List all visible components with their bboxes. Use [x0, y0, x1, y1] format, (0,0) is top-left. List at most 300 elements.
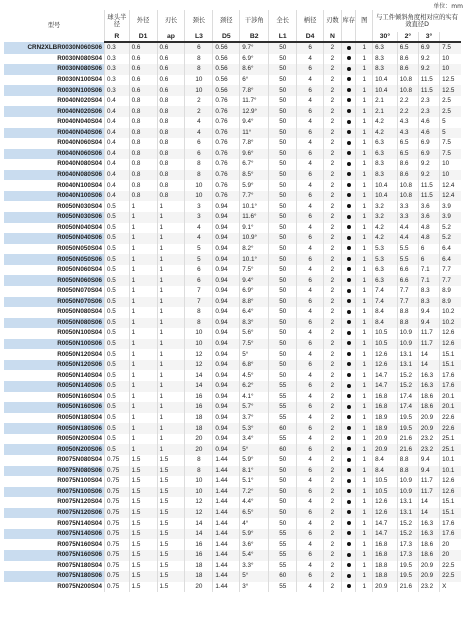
header-symbol: D5	[213, 32, 240, 42]
table-row	[4, 455, 461, 466]
cell-v30: 10.4	[373, 85, 398, 96]
cell-ap: 1	[157, 339, 185, 350]
cell-model: R0040N060S06	[4, 149, 105, 160]
cell-d5: 0.76	[213, 191, 240, 202]
cell-v30: 10.4	[373, 191, 398, 202]
cell-d5: 0.94	[213, 286, 240, 297]
cell-model: R0030N080S06	[4, 64, 105, 75]
cell-n: 2	[323, 582, 341, 593]
cell-l1: 50	[269, 349, 297, 360]
cell-d4: 4	[297, 328, 324, 339]
cell-n: 2	[323, 254, 341, 265]
stock-dot-icon	[347, 394, 351, 398]
cell-v4: 17.6	[440, 370, 461, 381]
cell-img: 1	[356, 339, 373, 350]
cell-model: R0050N050S04	[4, 244, 105, 255]
cell-b2: 5°	[240, 444, 269, 455]
cell-d5: 0.76	[213, 117, 240, 128]
cell-ap: 0.8	[157, 149, 185, 160]
cell-d1: 1	[129, 265, 157, 276]
cell-d1: 1	[129, 212, 157, 223]
cell-v4: 20.1	[440, 392, 461, 403]
cell-v30: 10.5	[373, 328, 398, 339]
cell-v30: 7.4	[373, 286, 398, 297]
cell-n: 2	[323, 64, 341, 75]
table-row	[4, 539, 461, 550]
cell-l3: 12	[185, 349, 213, 360]
stock-dot-icon	[341, 402, 356, 413]
stock-dot-icon	[341, 223, 356, 234]
stock-dot-icon	[347, 563, 351, 567]
cell-d1: 1	[129, 318, 157, 329]
cell-ap: 1	[157, 223, 185, 234]
cell-model: R0075N100S04	[4, 476, 105, 487]
cell-n: 2	[323, 159, 341, 170]
cell-v30: 14.7	[373, 381, 398, 392]
cell-v3: 11.5	[418, 85, 439, 96]
cell-v3: 18.6	[418, 402, 439, 413]
table-row	[4, 96, 461, 107]
cell-img: 1	[356, 434, 373, 445]
stock-dot-icon	[347, 215, 351, 219]
cell-r: 0.75	[105, 497, 130, 508]
stock-dot-icon	[341, 201, 356, 212]
cell-l3: 8	[185, 318, 213, 329]
cell-d4: 6	[297, 297, 324, 308]
cell-v4: 12.5	[440, 75, 461, 86]
stock-dot-icon	[347, 574, 351, 578]
cell-v30: 16.8	[373, 392, 398, 403]
cell-model: R0040N100S06	[4, 191, 105, 202]
cell-img: 1	[356, 423, 373, 434]
stock-dot-icon	[341, 381, 356, 392]
cell-v2: 8.8	[397, 307, 418, 318]
cell-d5: 0.94	[213, 297, 240, 308]
cell-img: 1	[356, 138, 373, 149]
cell-model: R0050N030S04	[4, 201, 105, 212]
table-row	[4, 64, 461, 75]
cell-n: 2	[323, 75, 341, 86]
cell-v30: 12.6	[373, 497, 398, 508]
cell-d5: 0.56	[213, 75, 240, 86]
cell-v3: 18.6	[418, 539, 439, 550]
cell-v3: 16.3	[418, 381, 439, 392]
cell-r: 0.5	[105, 360, 130, 371]
stock-dot-icon	[341, 339, 356, 350]
cell-img: 1	[356, 539, 373, 550]
cell-l1: 50	[269, 508, 297, 519]
cell-ap: 1.5	[157, 582, 185, 593]
cell-model: R0075N180S04	[4, 561, 105, 572]
cell-r: 0.5	[105, 339, 130, 350]
cell-d1: 0.6	[129, 42, 157, 54]
cell-ap: 1	[157, 201, 185, 212]
cell-b2: 9.1°	[240, 223, 269, 234]
cell-img: 1	[356, 550, 373, 561]
stock-dot-icon	[341, 42, 356, 54]
cell-n: 2	[323, 149, 341, 160]
cell-r: 0.3	[105, 75, 130, 86]
header-name: 颈径	[213, 10, 240, 32]
cell-r: 0.4	[105, 117, 130, 128]
cell-img: 1	[356, 106, 373, 117]
cell-l3: 6	[185, 265, 213, 276]
cell-v30: 5.3	[373, 254, 398, 265]
stock-dot-icon	[341, 497, 356, 508]
cell-b2: 9.4°	[240, 117, 269, 128]
cell-n: 2	[323, 275, 341, 286]
cell-v30: 6.3	[373, 149, 398, 160]
cell-d1: 1.5	[129, 550, 157, 561]
cell-img: 1	[356, 275, 373, 286]
cell-n: 2	[323, 286, 341, 297]
cell-ap: 0.8	[157, 128, 185, 139]
cell-v4: 7.5	[440, 138, 461, 149]
cell-d1: 1	[129, 223, 157, 234]
table-row	[4, 201, 461, 212]
cell-v4: 5.2	[440, 223, 461, 234]
cell-ap: 1.5	[157, 455, 185, 466]
table-row	[4, 170, 461, 181]
stock-dot-icon	[347, 183, 351, 187]
cell-v4: 12.6	[440, 476, 461, 487]
cell-v4: 3.9	[440, 212, 461, 223]
cell-model: R0075N180S06	[4, 571, 105, 582]
cell-v4: 12.4	[440, 191, 461, 202]
cell-d4: 6	[297, 423, 324, 434]
cell-b2: 3°	[240, 582, 269, 593]
cell-v30: 14.7	[373, 518, 398, 529]
cell-d4: 6	[297, 550, 324, 561]
cell-v3: 23.2	[418, 444, 439, 455]
cell-l1: 50	[269, 85, 297, 96]
stock-dot-icon	[347, 415, 351, 419]
cell-l3: 18	[185, 423, 213, 434]
cell-model: R0040N100S04	[4, 180, 105, 191]
header-symbol: ap	[157, 32, 185, 42]
cell-v3: 6.9	[418, 149, 439, 160]
cell-r: 0.5	[105, 444, 130, 455]
cell-r: 0.5	[105, 328, 130, 339]
table-row	[4, 307, 461, 318]
cell-d4: 4	[297, 180, 324, 191]
table-row	[4, 561, 461, 572]
cell-v3: 11.7	[418, 476, 439, 487]
cell-ap: 1	[157, 349, 185, 360]
cell-l1: 55	[269, 561, 297, 572]
stock-dot-icon	[341, 518, 356, 529]
stock-dot-icon	[347, 88, 351, 92]
cell-l1: 50	[269, 138, 297, 149]
cell-l3: 10	[185, 191, 213, 202]
cell-l3: 10	[185, 180, 213, 191]
cell-v30: 10.5	[373, 339, 398, 350]
cell-ap: 0.8	[157, 96, 185, 107]
cell-img: 1	[356, 244, 373, 255]
cell-l1: 50	[269, 159, 297, 170]
cell-v3: 11.7	[418, 339, 439, 350]
cell-model: R0075N160S06	[4, 550, 105, 561]
cell-v2: 17.4	[397, 402, 418, 413]
cell-model: R0075N160S04	[4, 539, 105, 550]
table-row	[4, 54, 461, 65]
cell-r: 0.4	[105, 128, 130, 139]
cell-b2: 4.4°	[240, 497, 269, 508]
cell-l1: 50	[269, 487, 297, 498]
cell-img: 1	[356, 96, 373, 107]
cell-d4: 4	[297, 265, 324, 276]
cell-l1: 50	[269, 370, 297, 381]
cell-model: R0050N160S06	[4, 402, 105, 413]
cell-d1: 1	[129, 244, 157, 255]
cell-v4: 3.9	[440, 201, 461, 212]
stock-dot-icon	[347, 204, 351, 208]
cell-l3: 3	[185, 201, 213, 212]
cell-v2: 21.6	[397, 444, 418, 455]
cell-d1: 1	[129, 370, 157, 381]
cell-l3: 8	[185, 170, 213, 181]
stock-dot-icon	[347, 553, 351, 557]
cell-b2: 12.9°	[240, 106, 269, 117]
cell-model: R0040N080S04	[4, 159, 105, 170]
cell-r: 0.5	[105, 307, 130, 318]
cell-d5: 0.94	[213, 233, 240, 244]
cell-model: CRN2XLBR0030N060S06	[4, 42, 105, 54]
cell-v2: 8.8	[397, 318, 418, 329]
cell-v3: 9.2	[418, 159, 439, 170]
cell-v2: 4.3	[397, 128, 418, 139]
cell-d5: 0.94	[213, 434, 240, 445]
cell-l1: 50	[269, 476, 297, 487]
stock-dot-icon	[341, 286, 356, 297]
cell-d5: 0.94	[213, 444, 240, 455]
cell-d5: 1.44	[213, 539, 240, 550]
cell-ap: 1	[157, 392, 185, 403]
stock-dot-icon	[347, 373, 351, 377]
cell-d5: 1.44	[213, 529, 240, 540]
cell-v30: 12.6	[373, 508, 398, 519]
table-row	[4, 444, 461, 455]
cell-l1: 50	[269, 54, 297, 65]
table-row	[4, 518, 461, 529]
cell-v3: 11.5	[418, 75, 439, 86]
cell-b2: 8.3°	[240, 318, 269, 329]
cell-l1: 55	[269, 392, 297, 403]
cell-v2: 21.6	[397, 582, 418, 593]
cell-b2: 5.6°	[240, 328, 269, 339]
cell-b2: 9.4°	[240, 275, 269, 286]
header-row-names	[4, 10, 461, 32]
table-row	[4, 223, 461, 234]
table-row	[4, 476, 461, 487]
cell-img: 1	[356, 497, 373, 508]
cell-v4: 10.2	[440, 318, 461, 329]
cell-b2: 3.3°	[240, 561, 269, 572]
cell-n: 2	[323, 508, 341, 519]
cell-n: 2	[323, 265, 341, 276]
header-symbol: D1	[129, 32, 157, 42]
cell-v30: 3.2	[373, 201, 398, 212]
cell-d4: 4	[297, 75, 324, 86]
cell-model: R0050N200S06	[4, 444, 105, 455]
cell-v30: 3.2	[373, 212, 398, 223]
cell-v3: 3.6	[418, 212, 439, 223]
cell-v30: 4.2	[373, 128, 398, 139]
stock-dot-icon	[347, 109, 351, 113]
cell-d4: 6	[297, 64, 324, 75]
cell-d1: 1	[129, 286, 157, 297]
cell-model: R0050N120S06	[4, 360, 105, 371]
cell-img: 1	[356, 571, 373, 582]
stock-dot-icon	[347, 278, 351, 282]
cell-d1: 1	[129, 254, 157, 265]
stock-dot-icon	[341, 85, 356, 96]
cell-l3: 16	[185, 539, 213, 550]
stock-dot-icon	[347, 479, 351, 483]
cell-v3: 9.4	[418, 318, 439, 329]
cell-d4: 4	[297, 434, 324, 445]
cell-b2: 7.8°	[240, 138, 269, 149]
cell-v2: 10.9	[397, 487, 418, 498]
header-symbol	[356, 32, 373, 42]
cell-v2: 19.5	[397, 571, 418, 582]
cell-n: 2	[323, 42, 341, 54]
cell-b2: 11.7°	[240, 96, 269, 107]
cell-d4: 4	[297, 117, 324, 128]
cell-r: 0.5	[105, 254, 130, 265]
cell-img: 1	[356, 233, 373, 244]
cell-d5: 0.94	[213, 254, 240, 265]
cell-img: 1	[356, 170, 373, 181]
cell-v2: 15.2	[397, 381, 418, 392]
cell-d5: 0.76	[213, 138, 240, 149]
cell-l3: 16	[185, 402, 213, 413]
cell-model: R0075N080S06	[4, 466, 105, 477]
cell-d1: 0.6	[129, 85, 157, 96]
cell-l3: 10	[185, 328, 213, 339]
stock-dot-icon	[347, 120, 351, 124]
cell-v2: 4.4	[397, 233, 418, 244]
cell-model: R0050N060S06	[4, 275, 105, 286]
cell-r: 0.75	[105, 529, 130, 540]
stock-dot-icon	[341, 434, 356, 445]
cell-r: 0.75	[105, 476, 130, 487]
cell-v4: 15.1	[440, 360, 461, 371]
cell-d1: 1	[129, 381, 157, 392]
cell-img: 1	[356, 529, 373, 540]
cell-d5: 0.76	[213, 149, 240, 160]
cell-d1: 0.8	[129, 180, 157, 191]
cell-l3: 5	[185, 244, 213, 255]
cell-r: 0.75	[105, 582, 130, 593]
cell-l1: 55	[269, 434, 297, 445]
header-name: 库存	[341, 10, 356, 32]
cell-img: 1	[356, 444, 373, 455]
cell-n: 2	[323, 201, 341, 212]
cell-d1: 0.6	[129, 75, 157, 86]
header-symbol: 30°	[373, 32, 398, 42]
cell-v30: 12.6	[373, 360, 398, 371]
cell-v3: 6.9	[418, 42, 439, 54]
cell-r: 0.5	[105, 212, 130, 223]
cell-l3: 4	[185, 117, 213, 128]
cell-v2: 7.7	[397, 297, 418, 308]
cell-img: 1	[356, 328, 373, 339]
cell-d4: 4	[297, 223, 324, 234]
cell-d5: 1.44	[213, 487, 240, 498]
cell-d4: 4	[297, 54, 324, 65]
cell-l1: 50	[269, 75, 297, 86]
cell-l3: 3	[185, 212, 213, 223]
cell-ap: 1	[157, 434, 185, 445]
cell-n: 2	[323, 466, 341, 477]
table-row	[4, 149, 461, 160]
cell-n: 2	[323, 550, 341, 561]
cell-v30: 8.3	[373, 159, 398, 170]
cell-l1: 50	[269, 518, 297, 529]
cell-model: R0075N120S06	[4, 508, 105, 519]
cell-d1: 1	[129, 434, 157, 445]
cell-b2: 10.1°	[240, 201, 269, 212]
cell-l1: 50	[269, 318, 297, 329]
cell-n: 2	[323, 455, 341, 466]
cell-b2: 9.7°	[240, 42, 269, 54]
cell-model: R0075N100S06	[4, 487, 105, 498]
cell-r: 0.75	[105, 561, 130, 572]
cell-d4: 6	[297, 191, 324, 202]
cell-b2: 5.7°	[240, 402, 269, 413]
cell-l1: 50	[269, 128, 297, 139]
cell-v30: 8.4	[373, 466, 398, 477]
cell-ap: 0.6	[157, 75, 185, 86]
cell-v3: 11.7	[418, 487, 439, 498]
stock-dot-icon	[347, 458, 351, 462]
cell-n: 2	[323, 85, 341, 96]
cell-v3: 9.4	[418, 466, 439, 477]
cell-d4: 4	[297, 349, 324, 360]
cell-v2: 19.5	[397, 413, 418, 424]
cell-v2: 4.4	[397, 223, 418, 234]
cell-img: 1	[356, 64, 373, 75]
cell-d5: 1.44	[213, 466, 240, 477]
stock-dot-icon	[347, 468, 351, 472]
cell-l1: 50	[269, 297, 297, 308]
cell-r: 0.3	[105, 85, 130, 96]
cell-ap: 1	[157, 275, 185, 286]
stock-dot-icon	[347, 320, 351, 324]
cell-l1: 55	[269, 402, 297, 413]
cell-v2: 13.1	[397, 497, 418, 508]
stock-dot-icon	[341, 64, 356, 75]
cell-r: 0.75	[105, 571, 130, 582]
cell-ap: 0.8	[157, 106, 185, 117]
cell-d4: 4	[297, 138, 324, 149]
cell-d5: 0.94	[213, 265, 240, 276]
cell-ap: 1.5	[157, 539, 185, 550]
cell-d5: 1.44	[213, 455, 240, 466]
cell-v4: 20	[440, 539, 461, 550]
cell-d5: 1.44	[213, 550, 240, 561]
cell-l3: 6	[185, 138, 213, 149]
cell-n: 2	[323, 561, 341, 572]
cell-d1: 1.5	[129, 466, 157, 477]
header-name: 刃长	[157, 10, 185, 32]
cell-ap: 1.5	[157, 561, 185, 572]
cell-l1: 50	[269, 455, 297, 466]
cell-l3: 18	[185, 413, 213, 424]
cell-img: 1	[356, 487, 373, 498]
table-row	[4, 42, 461, 54]
